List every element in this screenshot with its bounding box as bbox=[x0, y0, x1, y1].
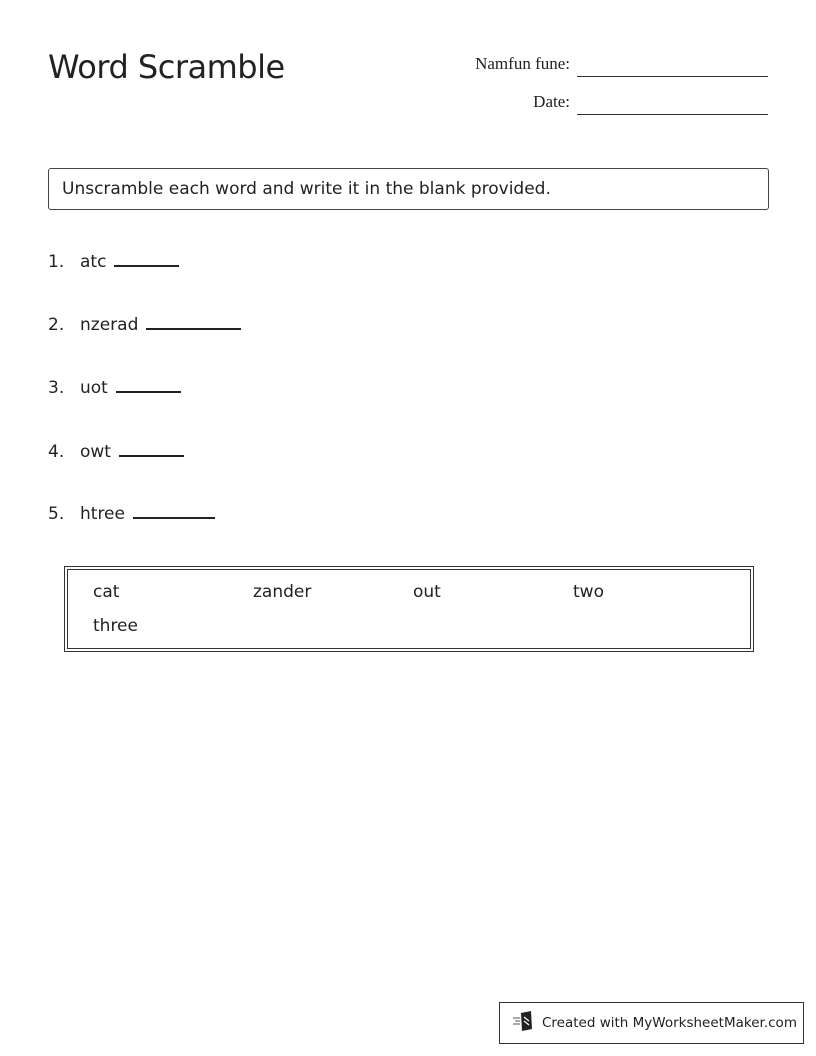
item-number: 3. bbox=[48, 378, 65, 398]
item-number: 5. bbox=[48, 504, 65, 524]
list-item bbox=[48, 315, 241, 335]
answer-blank[interactable] bbox=[114, 264, 179, 267]
word-bank-word: out bbox=[413, 582, 441, 602]
word-bank-word: two bbox=[573, 582, 604, 602]
instructions-box: Unscramble each word and write it in the blank provided. bbox=[48, 168, 769, 210]
answer-blank[interactable] bbox=[119, 454, 184, 457]
list-item bbox=[48, 442, 184, 462]
answer-blank[interactable] bbox=[146, 327, 241, 330]
scrambled-word: uot bbox=[80, 378, 108, 398]
word-bank-word: zander bbox=[253, 582, 312, 602]
date-label: Date: bbox=[533, 92, 570, 111]
list-item bbox=[48, 378, 181, 398]
scrambled-word: atc bbox=[80, 252, 107, 272]
answer-blank[interactable] bbox=[116, 390, 181, 393]
word-bank-word: three bbox=[93, 616, 138, 636]
item-number: 4. bbox=[48, 442, 65, 462]
scrambled-word: nzerad bbox=[80, 315, 139, 335]
item-number: 1. bbox=[48, 252, 65, 272]
item-number: 2. bbox=[48, 315, 65, 335]
name-label: Namfun fune: bbox=[475, 54, 570, 73]
list-item bbox=[48, 252, 179, 272]
scrambled-word: htree bbox=[80, 504, 125, 524]
page-title: Word Scramble bbox=[48, 48, 285, 86]
name-field[interactable] bbox=[577, 76, 768, 77]
word-bank bbox=[64, 566, 754, 652]
word-bank-word: cat bbox=[93, 582, 120, 602]
worksheet-logo-icon bbox=[512, 1010, 542, 1036]
list-item bbox=[48, 504, 215, 524]
scrambled-word: owt bbox=[80, 442, 111, 462]
footer-badge[interactable] bbox=[499, 1002, 804, 1044]
footer-text: Created with MyWorksheetMaker.com bbox=[542, 1015, 797, 1031]
date-field[interactable] bbox=[577, 114, 768, 115]
answer-blank[interactable] bbox=[133, 516, 215, 519]
